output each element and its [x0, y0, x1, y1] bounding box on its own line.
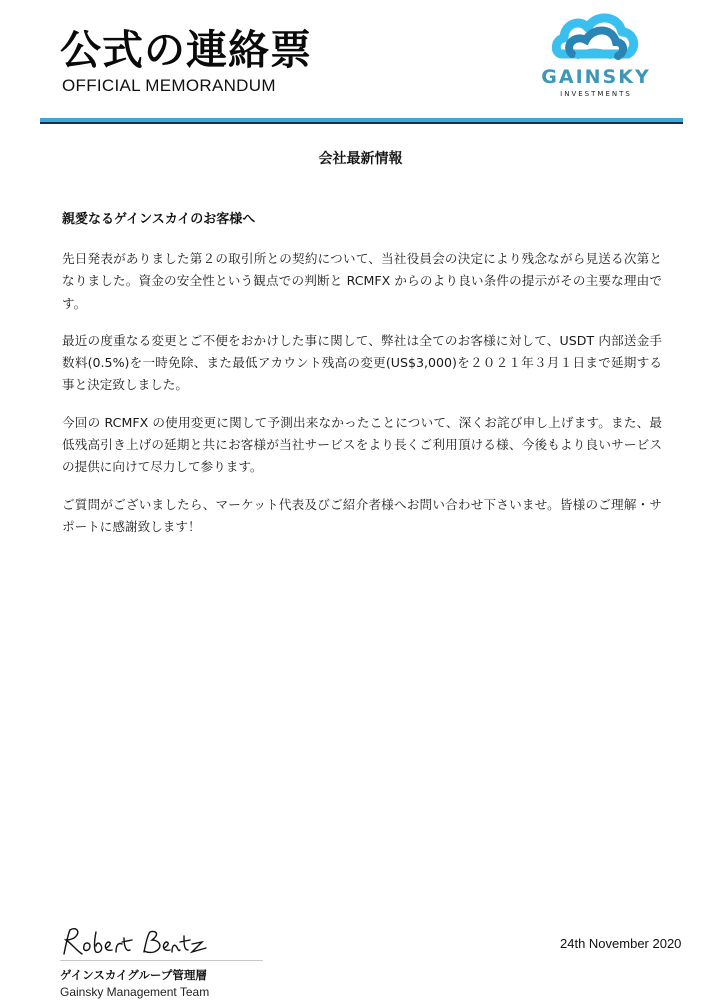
- team-name-jp: ゲインスカイグループ管理層: [60, 968, 207, 982]
- body-paragraph-3: 今回の RCMFX の使用変更に関して予測出来なかったことについて、深くお詫び申し上げます。また、最低残高引き上げの延期と共にお客様が当社サービスをより長くご利用頂ける様、今後もより良いサービスの提供に向けて尽力して参ります。: [62, 414, 662, 475]
- memo-body: [62, 248, 662, 553]
- document-heading: 会社最新情報: [318, 151, 403, 167]
- salutation: 親愛なるゲインスカイのお客様へ: [62, 212, 256, 227]
- body-paragraph-2: 最近の度重なる変更とご不便をおかけした事に関して、弊社は全てのお客様に対して、USDT 内部送金手数料(0.5%)を一時免除、また最低アカウント残高の変更(US$3,000)を２０２１年３月１日まで延期する事と決定致しました。: [62, 332, 662, 393]
- memo-header: [0, 0, 721, 120]
- signature-line: [60, 960, 263, 961]
- handwritten-signature: [60, 924, 210, 958]
- gainsky-logo: [540, 10, 652, 102]
- body-paragraph-4: ご質問がございましたら、マーケット代表及びご紹介者様へお問い合わせ下さいませ。皆様のご理解・サポートに感謝致します！: [62, 496, 662, 534]
- logo-subtitle: INVESTMENTS: [560, 90, 632, 98]
- header-divider-navy: [40, 122, 683, 124]
- memo-title-en: OFFICIAL MEMORANDUM: [62, 76, 276, 95]
- cloud-swirl-icon: [552, 10, 640, 66]
- body-paragraph-1: 先日発表がありました第２の取引所との契約について、当社役員会の決定により残念ながら見送る次第となりました。資金の安全性という観点での判断と RCMFX からのより良い条件の提示がその主要な理由です。: [62, 251, 662, 311]
- logo-wordmark: GAINSKY: [541, 66, 651, 88]
- team-name-en: Gainsky Management Team: [60, 985, 210, 999]
- memo-title-jp: 公式の連絡票: [60, 26, 312, 74]
- memo-date: 24th November 2020: [560, 936, 682, 951]
